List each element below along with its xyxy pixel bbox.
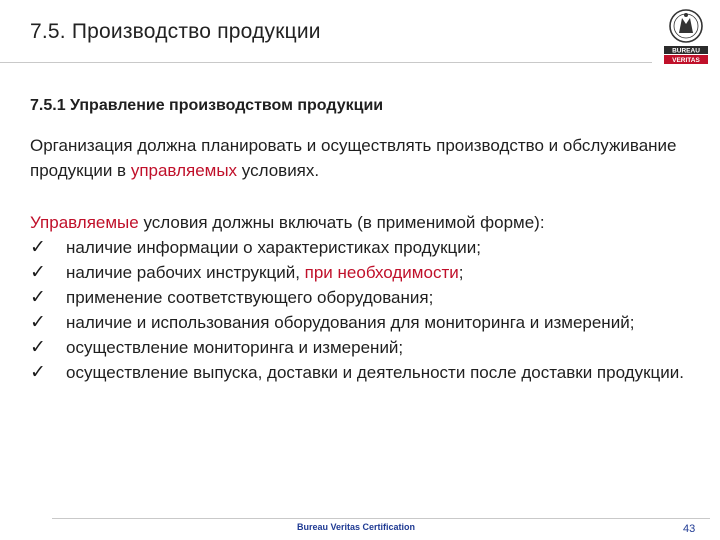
list-item-highlight: при необходимости: [304, 263, 459, 282]
checkmark-icon: ✓: [30, 337, 46, 358]
list-item: [30, 260, 710, 285]
list-item-text: осуществление выпуска, доставки и деятельности после доставки продукции.: [66, 363, 684, 382]
footer-divider: [52, 518, 710, 519]
para-highlight: управляемых: [130, 161, 238, 180]
intro-paragraph: [30, 133, 710, 183]
conditions-block: [30, 210, 710, 385]
conditions-list: [30, 235, 710, 385]
checkmark-icon: ✓: [30, 262, 46, 283]
list-item-text-end: ;: [458, 263, 464, 282]
list-item-text: наличие информации о характеристиках продукции;: [66, 238, 481, 257]
para-text-start: Организация должна планировать и осуществлять производство и обслуживание продукции в: [30, 136, 677, 180]
checkmark-icon: ✓: [30, 362, 46, 383]
checkmark-icon: ✓: [30, 287, 46, 308]
list-item-text: наличие рабочих инструкций,: [66, 263, 305, 282]
list-item: [30, 360, 710, 385]
bureau-veritas-logo: [660, 4, 712, 66]
para-text-end: условиях.: [237, 161, 320, 180]
list-item: [30, 235, 710, 260]
list-item: [30, 335, 710, 360]
logo-text-bottom: VERITAS: [672, 57, 700, 64]
logo-text-top: BUREAU: [672, 47, 700, 55]
checkmark-icon: ✓: [30, 312, 46, 333]
title-divider: [0, 62, 652, 63]
section-heading: 7.5.1 Управление производством продукции: [30, 97, 384, 114]
slide-title: 7.5. Производство продукции: [30, 20, 321, 43]
list-item-text: осуществление мониторинга и измерений;: [66, 338, 404, 357]
conditions-highlight: Управляемые: [30, 213, 139, 232]
list-item-text: наличие и использования оборудования для мониторинга и измерений;: [66, 313, 635, 332]
page-number: 43: [683, 523, 696, 535]
list-item: [30, 310, 710, 335]
list-item-text: применение соответствующего оборудования;: [66, 288, 434, 307]
footer-label: Bureau Veritas Certification: [297, 522, 416, 532]
conditions-intro: [30, 210, 710, 235]
list-item: [30, 285, 710, 310]
conditions-intro-text: условия должны включать (в применимой форме):: [138, 213, 545, 232]
checkmark-icon: ✓: [30, 237, 46, 258]
